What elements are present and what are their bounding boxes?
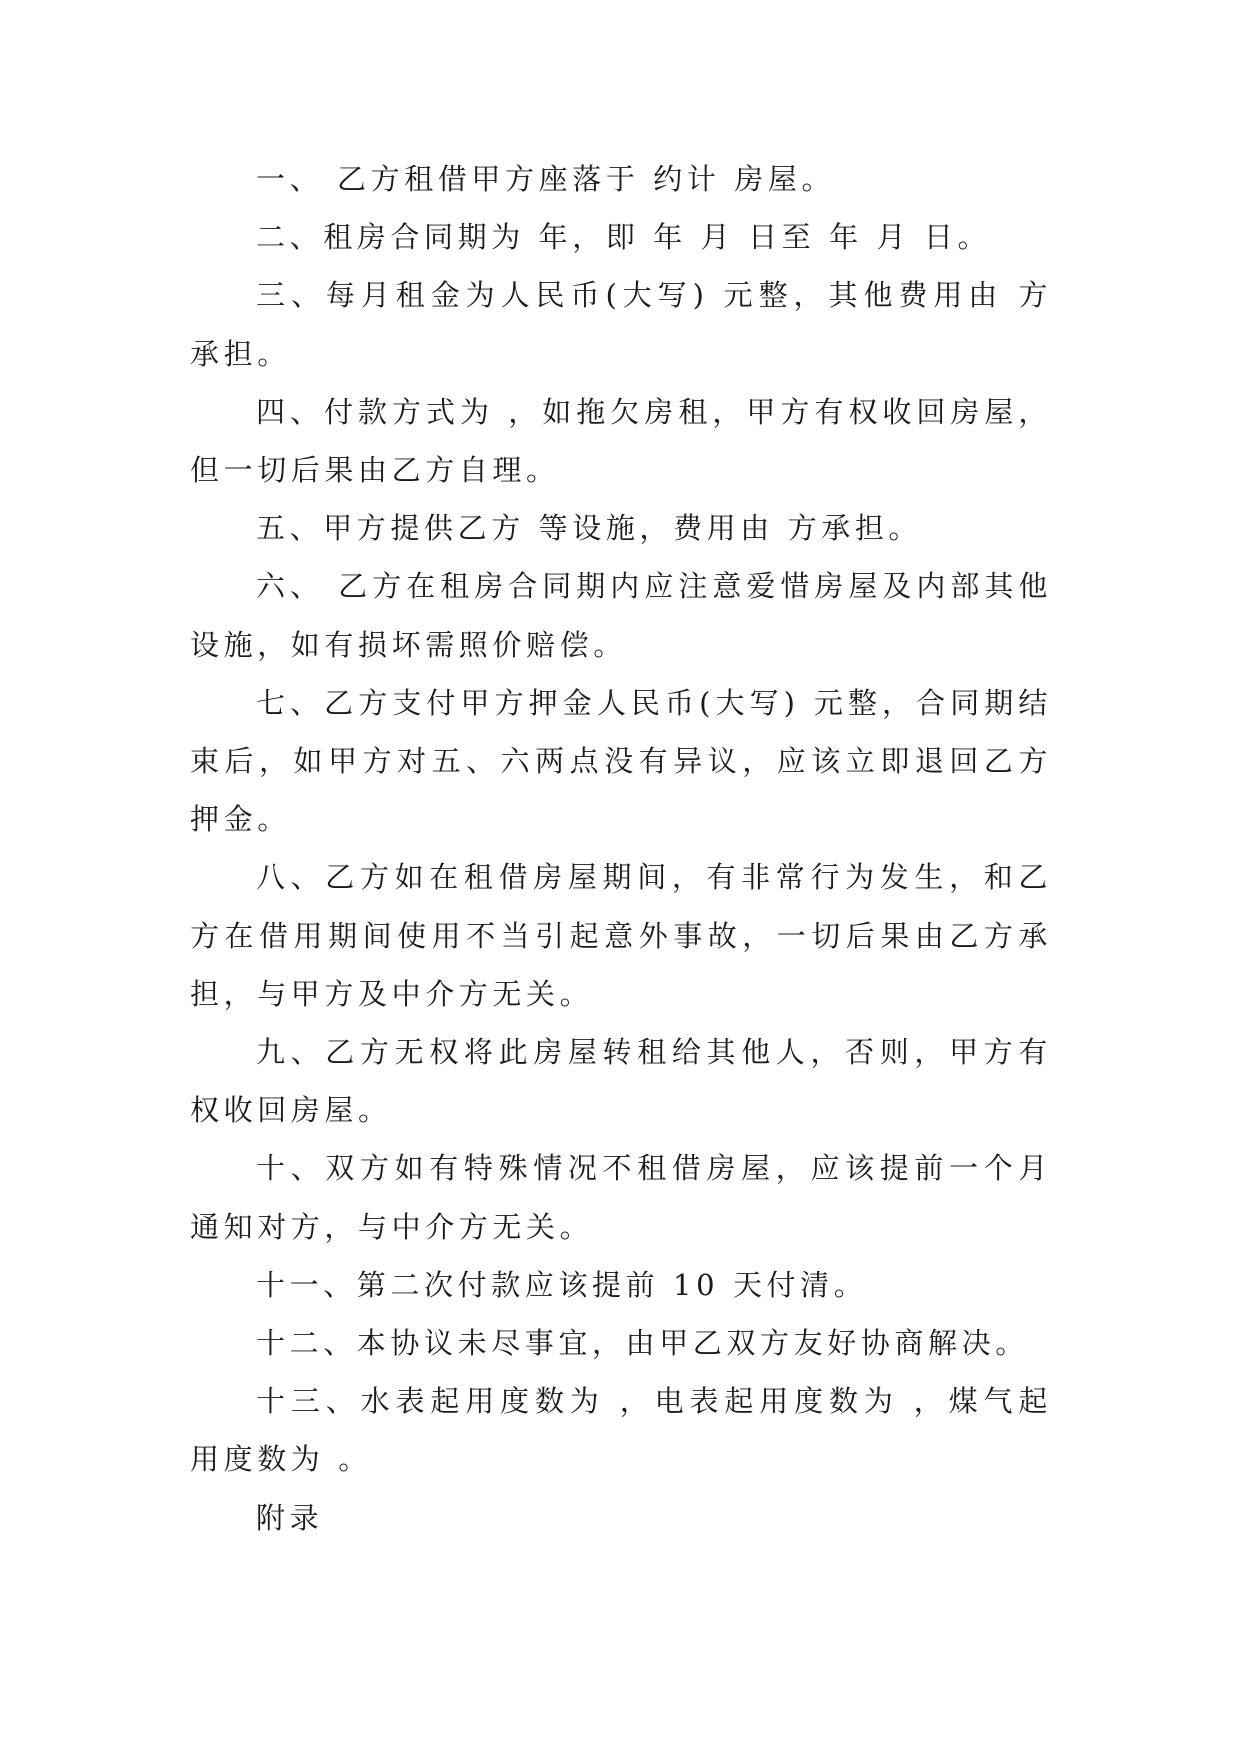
clause-3: 三、每月租金为人民币(大写) 元整，其他费用由 方承担。 (190, 278, 1052, 371)
clause-13: 十三、水表起用度数为 ，电表起用度数为 ，煤气起用度数为 。 (190, 1384, 1052, 1477)
clause-12: 十二、本协议未尽事宜，由甲乙双方友好协商解决。 (256, 1326, 1029, 1361)
clause-9: 九、乙方无权将此房屋转租给其他人，否则，甲方有权收回房屋。 (190, 1035, 1052, 1128)
clause-1: 一、 乙方租借甲方座落于 约计 房屋。 (256, 162, 836, 196)
clause-6: 六、 乙方在租房合同期内应注意爱惜房屋及内部其他设施，如有损坏需照价赔偿。 (190, 569, 1052, 662)
clause-11: 十一、第二次付款应该提前 10 天付清。 (256, 1267, 868, 1302)
clause-8: 八、乙方如在租借房屋期间，有非常行为发生，和乙方在借用期间使用不当引起意外事故，一切后果由乙方承担，与甲方及中介方无关。 (190, 860, 1052, 1011)
appendix-heading: 附录 (256, 1500, 324, 1535)
contract-body (190, 150, 1052, 1547)
clause-2: 二、租房合同期为 年，即 年 月 日至 年 月 日。 (256, 220, 992, 255)
clause-10: 十、双方如有特殊情况不租借房屋，应该提前一个月通知对方，与中介方无关。 (190, 1151, 1052, 1244)
clause-5: 五、甲方提供乙方 等设施，费用由 方承担。 (256, 511, 923, 546)
clause-4: 四、付款方式为 ，如拖欠房租，甲方有权收回房屋，但一切后果由乙方自理。 (190, 394, 1052, 488)
clause-7: 七、乙方支付甲方押金人民币(大写) 元整，合同期结束后，如甲方对五、六两点没有异议，应该立即退回乙方押金。 (190, 685, 1052, 837)
